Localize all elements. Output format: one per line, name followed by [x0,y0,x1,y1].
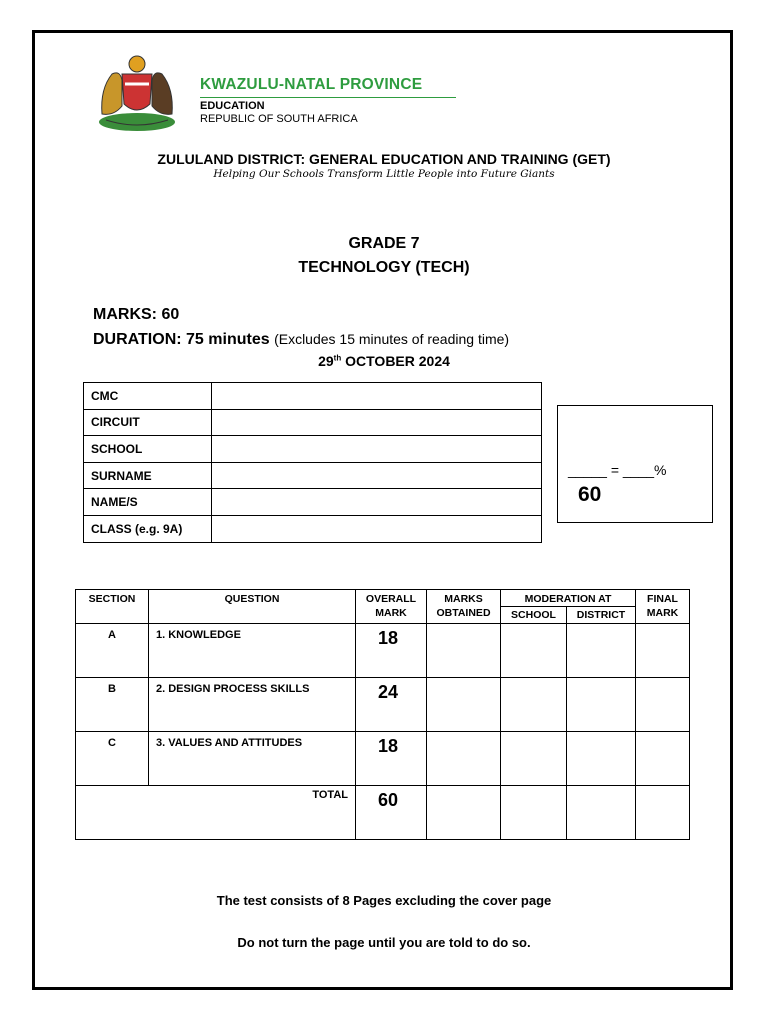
country-name: REPUBLIC OF SOUTH AFRICA [200,113,358,125]
header-marks-obtained: MARKS OBTAINED [427,590,501,624]
header-moderation-school: SCHOOL [501,607,567,624]
info-value-names[interactable] [212,489,542,516]
row-question: 2. DESIGN PROCESS SKILLS [149,678,356,732]
exam-date [0,353,768,369]
info-label-school: SCHOOL [84,436,212,463]
row-overall-mark: 18 [356,732,427,786]
info-label-cmc: CMC [84,383,212,410]
row-marks-obtained[interactable] [427,732,501,786]
row-moderation-school[interactable] [501,624,567,678]
info-label-circuit: CIRCUIT [84,409,212,436]
total-final-mark[interactable] [636,786,690,840]
district-heading: ZULULAND DISTRICT: GENERAL EDUCATION AND TRAINING (GET) [157,151,611,167]
total-moderation-district[interactable] [567,786,636,840]
row-section: C [76,732,149,786]
exam-duration [93,331,509,349]
row-question: 3. VALUES AND ATTITUDES [149,732,356,786]
info-row [84,489,542,516]
marks-table [75,589,690,840]
info-label-surname: SURNAME [84,462,212,489]
duration-note: (Excludes 15 minutes of reading time) [274,331,510,347]
total-marks: MARKS: 60 [93,306,180,323]
table-row [76,678,690,732]
subject-title: TECHNOLOGY (TECH) [298,259,470,276]
header-moderation-district: DISTRICT [567,607,636,624]
department-name: EDUCATION [200,100,265,112]
district-motto: Helping Our Schools Transform Little People into Future Giants [213,168,555,180]
info-value-circuit[interactable] [212,409,542,436]
row-moderation-district[interactable] [567,624,636,678]
info-row [84,515,542,542]
instruction-note: Do not turn the page until you are told to do so. [237,935,531,950]
row-final-mark[interactable] [636,678,690,732]
total-row [76,786,690,840]
province-title: KWAZULU-NATAL PROVINCE [200,76,423,93]
total-marks-obtained[interactable] [427,786,501,840]
total-overall-mark: 60 [356,786,427,840]
score-formula: _____ = ____% [568,462,667,478]
info-value-school[interactable] [212,436,542,463]
table-row [76,624,690,678]
header-final-mark: FINAL MARK [636,590,690,624]
row-marks-obtained[interactable] [427,624,501,678]
row-question: 1. KNOWLEDGE [149,624,356,678]
table-row [76,732,690,786]
info-label-class: CLASS (e.g. 9A) [84,515,212,542]
info-label-names: NAME/S [84,489,212,516]
header-moderation: MODERATION AT [501,590,636,607]
row-marks-obtained[interactable] [427,678,501,732]
total-label: TOTAL [76,786,356,840]
header-section: SECTION [76,590,149,624]
row-moderation-district[interactable] [567,732,636,786]
grade-title: GRADE 7 [348,235,420,252]
score-total: 60 [578,483,602,506]
duration-value: DURATION: 75 minutes [93,331,270,348]
table-header-row [76,590,690,607]
info-value-surname[interactable] [212,462,542,489]
total-moderation-school[interactable] [501,786,567,840]
learner-info-table [83,382,542,543]
info-row [84,436,542,463]
coat-of-arms-icon [92,44,182,134]
row-moderation-school[interactable] [501,678,567,732]
info-row [84,409,542,436]
row-final-mark[interactable] [636,624,690,678]
header-overall-mark: OVERALL MARK [356,590,427,624]
header-question: QUESTION [149,590,356,624]
pages-note: The test consists of 8 Pages excluding the cover page [216,893,552,908]
row-overall-mark: 24 [356,678,427,732]
title-divider [200,97,456,98]
info-value-cmc[interactable] [212,383,542,410]
row-overall-mark: 18 [356,624,427,678]
row-section: A [76,624,149,678]
date-day: 29 [318,353,334,369]
row-final-mark[interactable] [636,732,690,786]
row-section: B [76,678,149,732]
info-row [84,462,542,489]
row-moderation-district[interactable] [567,678,636,732]
date-suffix: th [333,353,342,363]
date-month-year: OCTOBER 2024 [345,353,450,369]
info-row [84,383,542,410]
row-moderation-school[interactable] [501,732,567,786]
info-value-class[interactable] [212,515,542,542]
